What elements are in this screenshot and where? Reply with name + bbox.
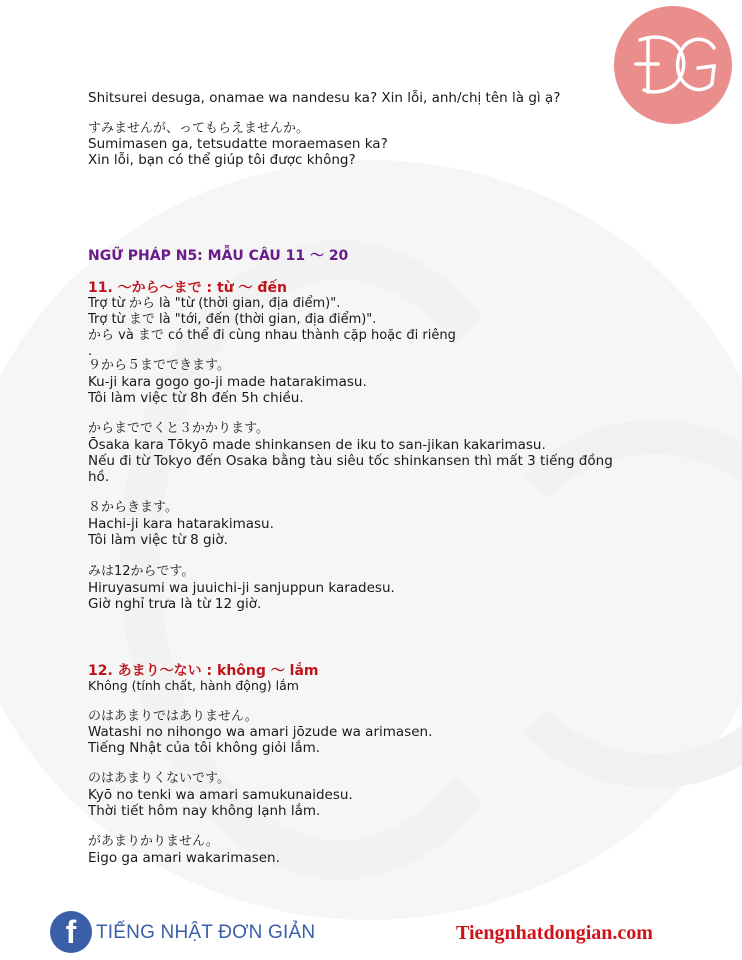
section-heading: NGỮ PHÁP N5: MẪU CÂU 11 ～ 20 — [88, 248, 349, 264]
grammar-12-line: Kyō no tenki wa amari samukunaidesu. — [88, 787, 353, 803]
grammar-12-line: があまりかりません。 — [88, 834, 219, 849]
grammar-11-line: Nếu đi từ Tokyo đến Osaka bằng tàu siêu tốc shinkansen thì mất 3 tiếng đồng — [88, 453, 613, 469]
grammar-12-line: のはあまりではありません。 — [88, 709, 258, 724]
grammar-11-line: みは12からです。 — [88, 564, 195, 579]
grammar-11-line: Tôi làm việc từ 8 giờ. — [88, 532, 228, 548]
grammar-12-line: Thời tiết hôm nay không lạnh lắm. — [88, 803, 321, 819]
intro-line: すみませんが、ってもらえませんか。 — [88, 121, 310, 136]
intro-line: Xin lỗi, bạn có thể giúp tôi được không? — [88, 152, 356, 168]
grammar-11-line: Giờ nghỉ trưa là từ 12 giờ. — [88, 596, 262, 612]
grammar-11-line: Hachi-ji kara hatarakimasu. — [88, 516, 274, 532]
grammar-11-line: Ku-ji kara gogo go-ji made hatarakimasu. — [88, 374, 367, 390]
grammar-11-line: Ōsaka kara Tōkyō made shinkansen de iku to san-jikan kakarimasu. — [88, 437, 546, 453]
footer-website-link[interactable]: Tiengnhatdongian.com — [456, 922, 653, 944]
grammar-11-title: 11. ～から～まで : từ ～ đến — [88, 280, 287, 296]
logo-badge — [614, 6, 732, 124]
grammar-11-line: ８からきます。 — [88, 500, 178, 515]
grammar-11-line: ９から５までできます。 — [88, 358, 230, 373]
grammar-11-line: Trợ từ まで là "tới, đến (thời gian, địa điểm)". — [88, 312, 377, 327]
grammar-11-line: Trợ từ から là "từ (thời gian, địa điểm)". — [88, 296, 341, 311]
grammar-11-line: からまででくと３かかります。 — [88, 421, 269, 436]
facebook-icon[interactable]: f — [50, 911, 92, 953]
grammar-11-line: . — [88, 344, 93, 359]
grammar-12-title: 12. あまり～ない : không ～ lắm — [88, 663, 319, 679]
intro-line: Sumimasen ga, tetsudatte moraemasen ka? — [88, 136, 388, 152]
grammar-12-line: のはあまりくないです。 — [88, 771, 230, 786]
grammar-12-line: Watashi no nihongo wa amari jōzude wa arimasen. — [88, 724, 433, 740]
footer-brand: TIẾNG NHẬT ĐƠN GIẢN — [96, 922, 316, 943]
grammar-11-line: hồ. — [88, 469, 110, 485]
grammar-12-line: Eigo ga amari wakarimasen. — [88, 850, 280, 866]
intro-line: Shitsurei desuga, onamae wa nandesu ka? Xin lỗi, anh/chị tên là gì ạ? — [88, 90, 561, 106]
grammar-11-line: Hiruyasumi wa juuichi-ji sanjuppun karadesu. — [88, 580, 395, 596]
svg-text:ĐG: ĐG — [673, 63, 698, 82]
logo-mark — [614, 6, 732, 124]
grammar-12-subtitle: Không (tính chất, hành động) lắm — [88, 678, 299, 693]
grammar-12-line: Tiếng Nhật của tôi không giỏi lắm. — [88, 740, 321, 756]
grammar-11-line: から và まで có thể đi cùng nhau thành cặp hoặc đi riêng — [88, 328, 456, 343]
grammar-11-line: Tôi làm việc từ 8h đến 5h chiều. — [88, 390, 304, 406]
